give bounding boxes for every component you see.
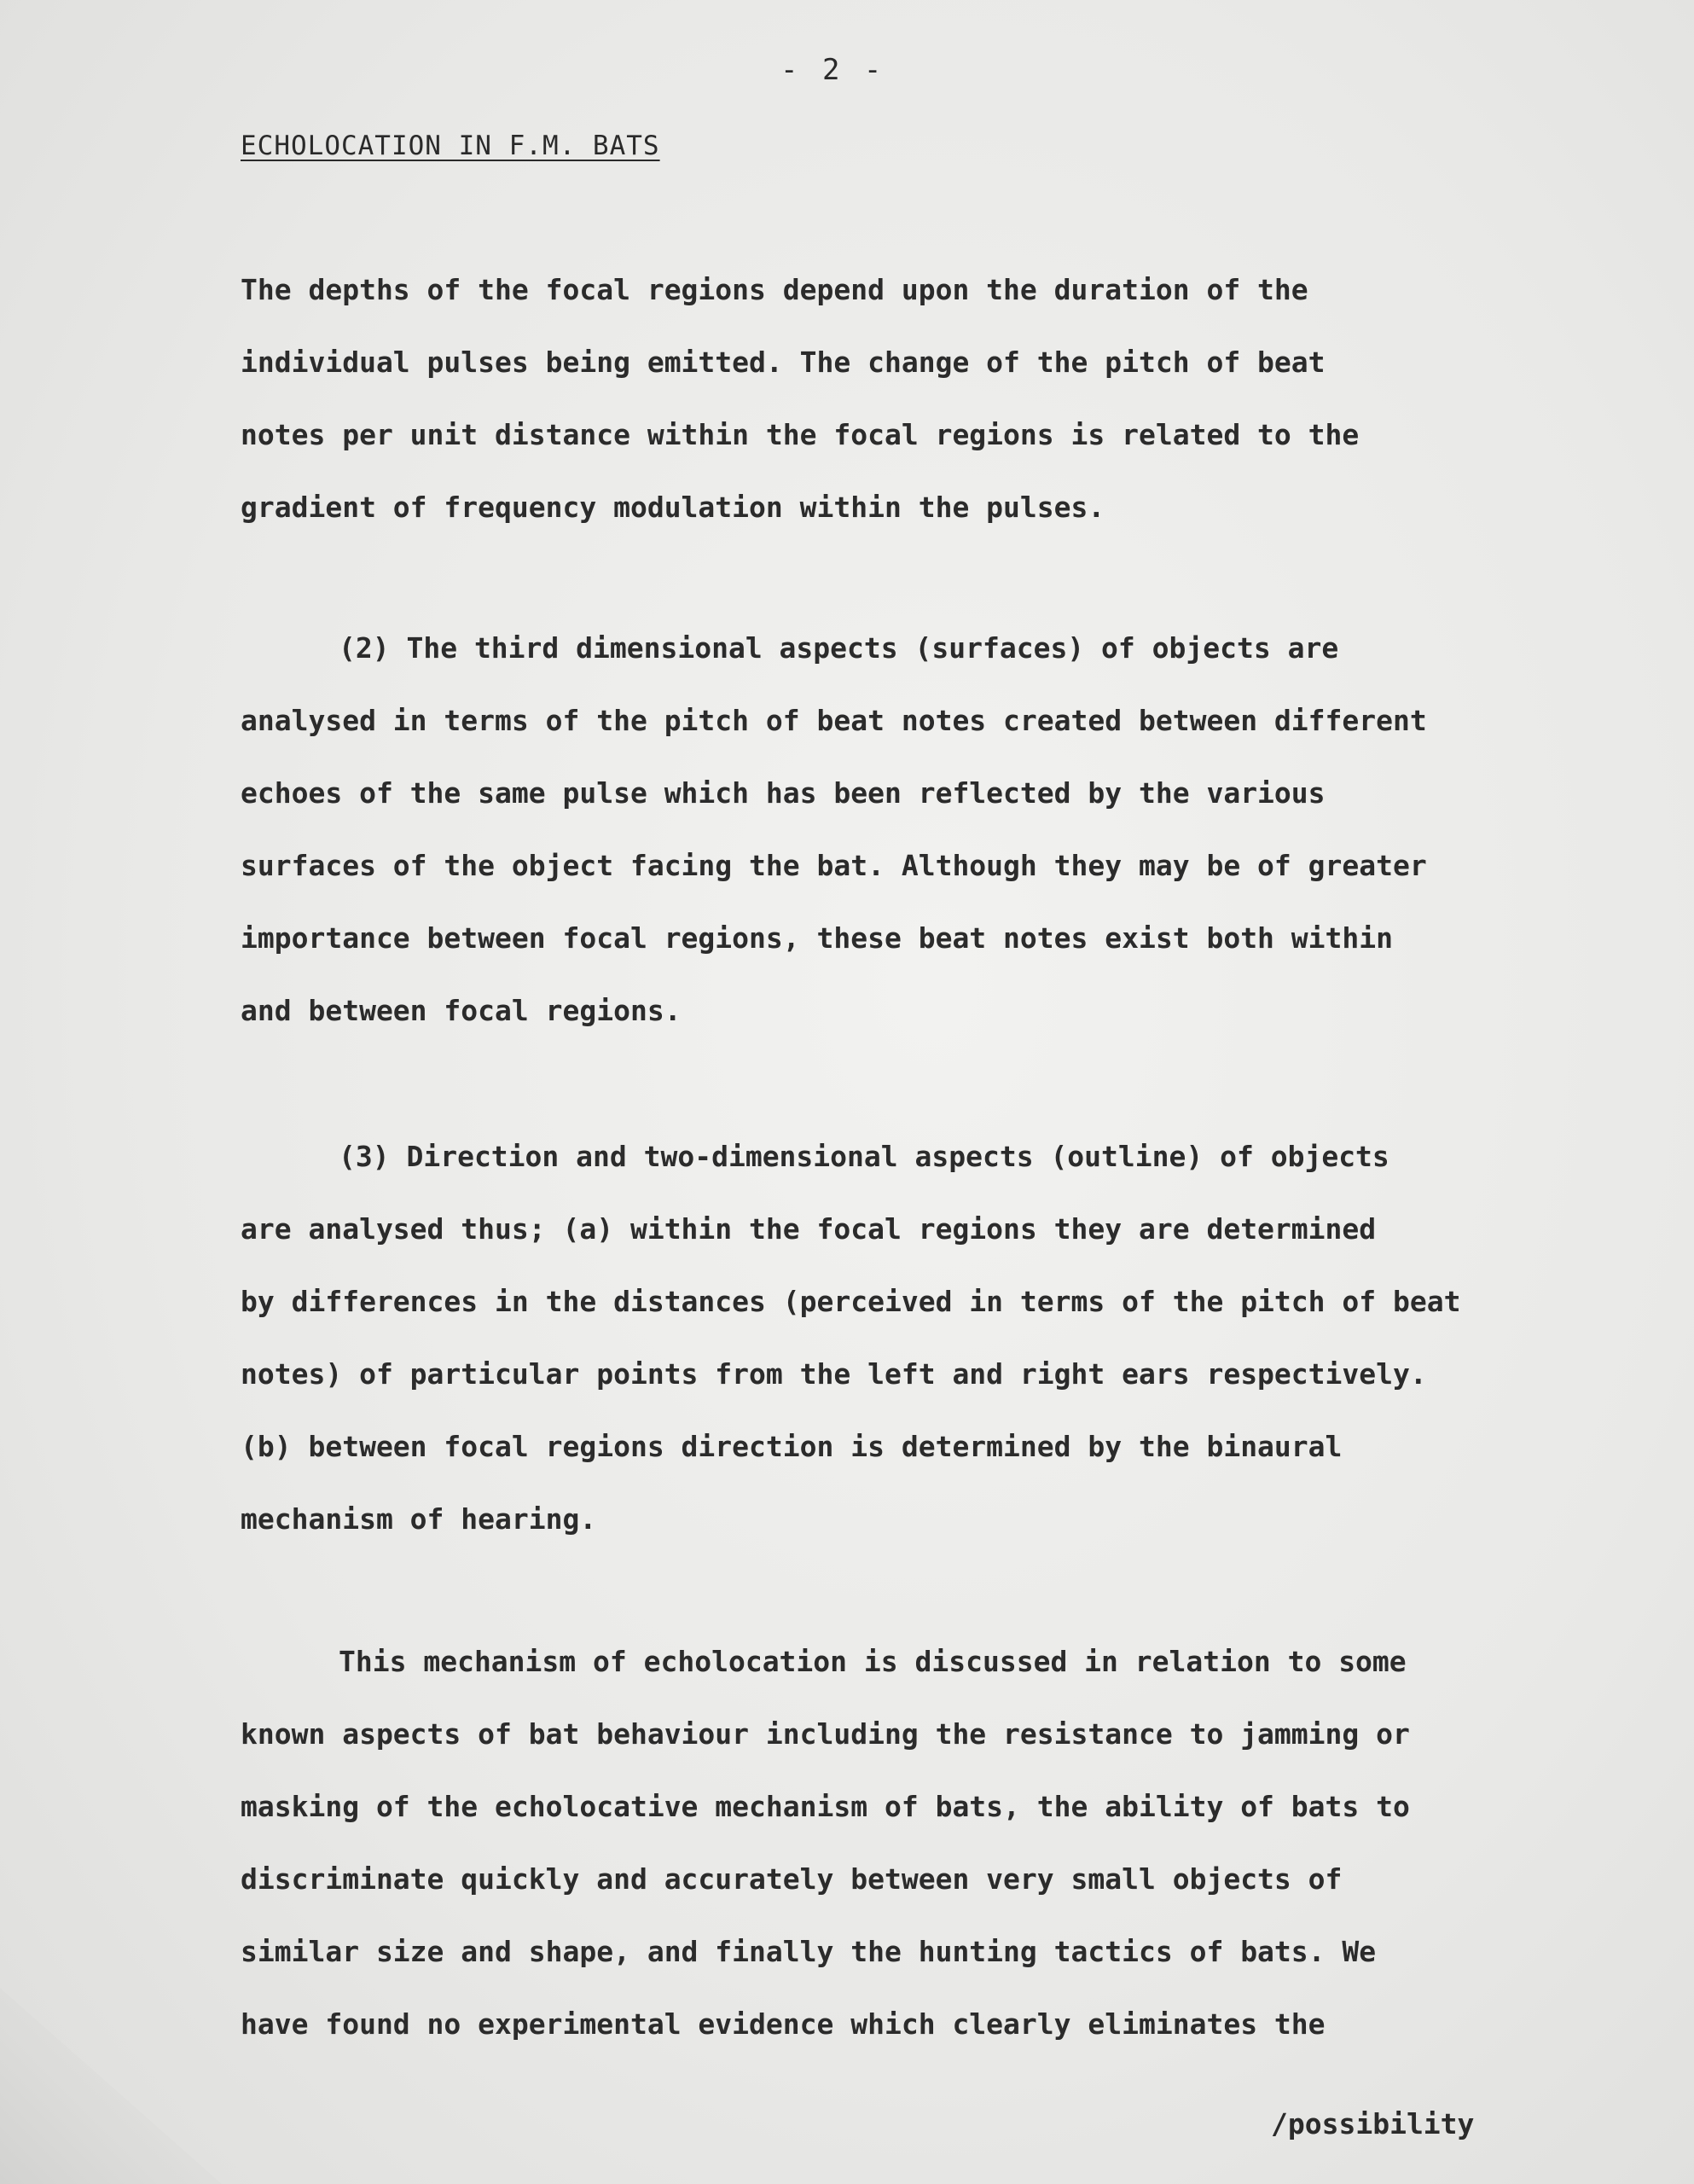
text-line: discriminate quickly and accurately between very small objects of (241, 1862, 1343, 1896)
text-line: echoes of the same pulse which has been reflected by the various (241, 776, 1326, 810)
text-line: (b) between focal regions direction is determined by the binaural (241, 1430, 1343, 1463)
text-line: known aspects of bat behaviour including the resistance to jamming or (241, 1717, 1410, 1751)
text-line: similar size and shape, and finally the hunting tactics of bats. We (241, 1935, 1377, 1968)
text-line: (2) The third dimensional aspects (surfaces) of objects are (339, 631, 1339, 665)
text-line: notes per unit distance within the focal regions is related to the (241, 418, 1360, 451)
text-line: (3) Direction and two-dimensional aspects (outline) of objects (339, 1140, 1389, 1173)
continuation-word: /possibility (1271, 2107, 1475, 2140)
text-line: by differences in the distances (perceived in terms of the pitch of beat (241, 1285, 1461, 1318)
document-heading: ECHOLOCATION IN F.M. BATS (241, 131, 660, 161)
text-line: have found no experimental evidence which clearly eliminates the (241, 2007, 1326, 2041)
text-line: analysed in terms of the pitch of beat notes created between different (241, 704, 1427, 737)
paragraph-4 (241, 1625, 1674, 2060)
text-line: gradient of frequency modulation within the pulses. (241, 491, 1105, 524)
text-line: and between focal regions. (241, 994, 682, 1027)
text-line: surfaces of the object facing the bat. Although they may be of greater (241, 849, 1427, 882)
text-line: notes) of particular points from the left and right ears respectively. (241, 1357, 1427, 1391)
folded-corner (0, 1988, 222, 2184)
page-number: - 2 - (780, 53, 885, 87)
paragraph-3 (241, 1120, 1674, 1555)
text-line: This mechanism of echolocation is discussed in relation to some (339, 1645, 1407, 1678)
text-line: importance between focal regions, these beat notes exist both within (241, 921, 1394, 955)
text-line: The depths of the focal regions depend upon the duration of the (241, 273, 1308, 306)
text-line: are analysed thus; (a) within the focal regions they are determined (241, 1212, 1377, 1246)
text-line: individual pulses being emitted. The change of the pitch of beat (241, 346, 1326, 379)
paragraph-1 (241, 253, 1674, 543)
text-line: mechanism of hearing. (241, 1502, 597, 1536)
text-line: masking of the echolocative mechanism of bats, the ability of bats to (241, 1790, 1410, 1823)
paragraph-2 (241, 612, 1674, 1047)
